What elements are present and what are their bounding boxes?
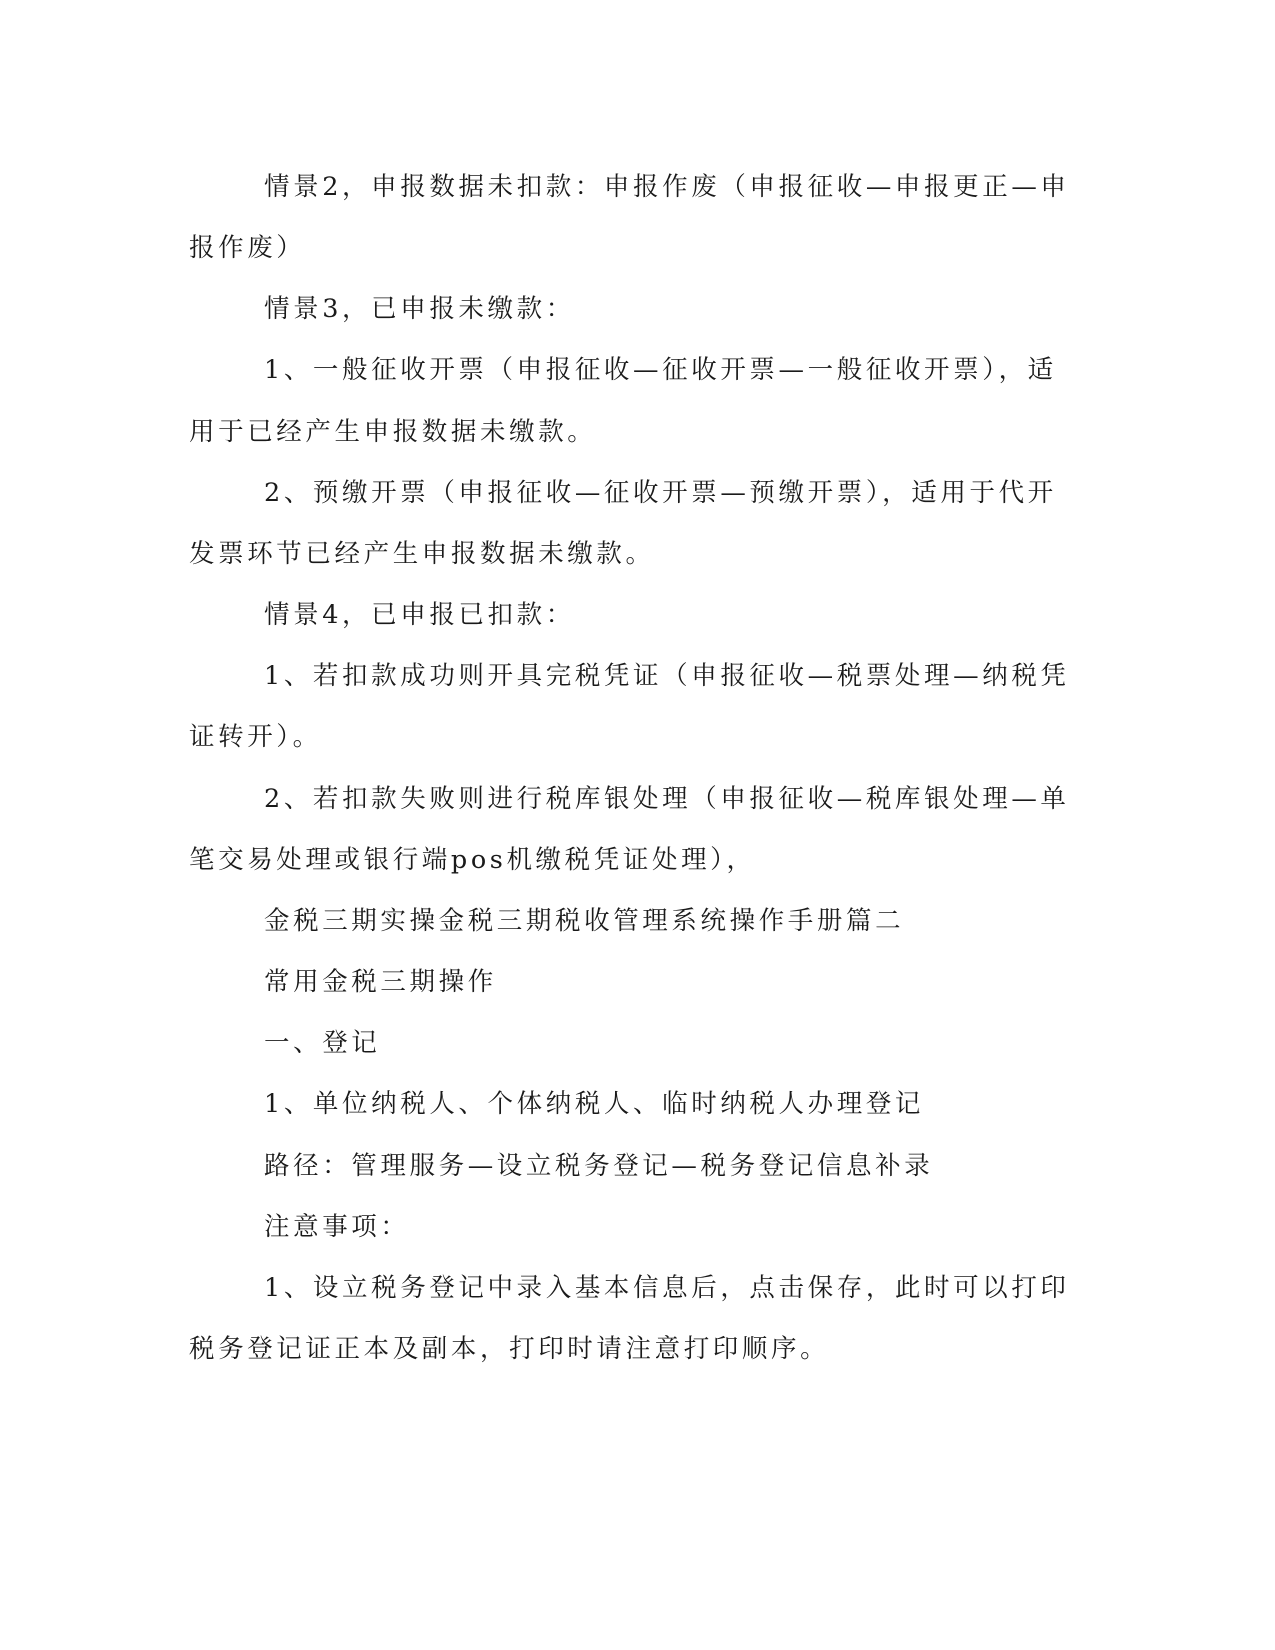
text-line: 用于已经产生申报数据未缴款。: [189, 417, 597, 447]
text-line: 税务登记证正本及副本，打印时请注意打印顺序。: [189, 1334, 830, 1364]
text-line: 注意事项：: [264, 1212, 410, 1242]
text-line: 报作废）: [189, 233, 306, 263]
text-line: 笔交易处理或银行端pos机缴税凭证处理），: [189, 845, 756, 875]
text-line: 1、若扣款成功则开具完税凭证（申报征收—税票处理—纳税凭: [264, 661, 1070, 691]
text-line: 情景2，申报数据未扣款：申报作废（申报征收—申报更正—申: [264, 172, 1070, 202]
text-line: 常用金税三期操作: [264, 967, 497, 997]
text-line: 1、设立税务登记中录入基本信息后，点击保存，此时可以打印: [264, 1273, 1070, 1303]
text-line: 情景3，已申报未缴款：: [264, 294, 575, 324]
text-line: 一、登记: [264, 1028, 381, 1058]
text-line: 1、一般征收开票（申报征收—征收开票—一般征收开票），适: [264, 355, 1057, 385]
text-line: 路径：管理服务—设立税务登记—税务登记信息补录: [264, 1151, 934, 1181]
text-line: 1、单位纳税人、个体纳税人、临时纳税人办理登记: [264, 1089, 925, 1119]
text-line: 2、预缴开票（申报征收—征收开票—预缴开票），适用于代开: [264, 478, 1057, 508]
text-line: 证转开）。: [189, 722, 322, 752]
text-line: 发票环节已经产生申报数据未缴款。: [189, 539, 655, 569]
text-line: 2、若扣款失败则进行税库银处理（申报征收—税库银处理—单: [264, 784, 1070, 814]
text-line: 情景4，已申报已扣款：: [264, 600, 575, 630]
text-line: 金税三期实操金税三期税收管理系统操作手册篇二: [264, 906, 905, 936]
